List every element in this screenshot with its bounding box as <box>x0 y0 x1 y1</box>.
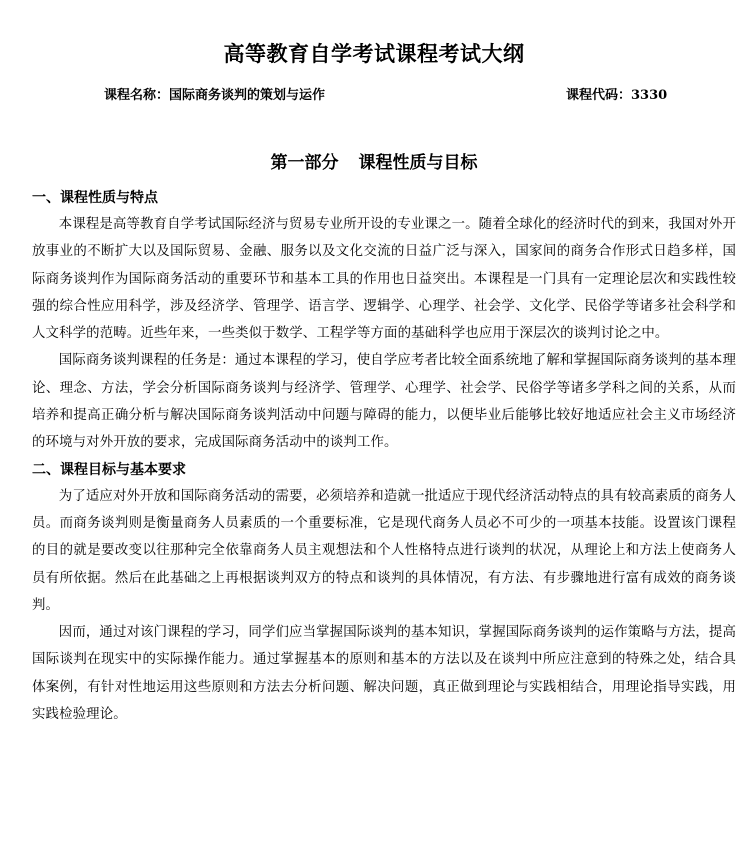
body-paragraph: 为了适应对外开放和国际商务活动的需要，必须培养和造就一批适应于现代经济活动特点的具有较高素质的商务人员。而商务谈判则是衡量商务人员素质的一个重要标准，它是现代商务人员必不可少的一项基本技能。设置该门课程的目的就是要改变以往那种完全依靠商务人员主观想法和个人性格特点进行谈判的状况，从理论上和方法上使商务人员有所依据。然后在此基础之上再根据谈判双方的特点和谈判的具体情况，有方法、有步骤地进行富有成效的商务谈判。 <box>32 488 736 613</box>
course-name-value: 国际商务谈判的策划与运作 <box>169 88 326 103</box>
course-name-label: 课程名称： <box>104 88 170 103</box>
course-code-field <box>566 84 667 103</box>
course-code-value: 3330 <box>631 88 668 103</box>
body-paragraph: 本课程是高等教育自学考试国际经济与贸易专业所开设的专业课之一。随着全球化的经济时代的到来，我国对外开放事业的不断扩大以及国际贸易、金融、服务以及文化交流的日益广泛与深入，国家间的商务合作形式日趋多样，国际商务谈判作为国际商务活动的重要环节和基本工具的作用也日益突出。本课程是一门具有一定理论层次和实践性较强的综合性应用科学，涉及经济学、管理学、语言学、逻辑学、心理学、社会学、文化学、民俗学等诸多社会科学和人文科学的范畴。近些年来，一些类似于数学、工程学等方面的基础科学也应用于深层次的谈判讨论之中。 <box>32 217 736 342</box>
document-body <box>32 185 736 728</box>
part-title <box>0 148 748 173</box>
course-code-label: 课程代码： <box>566 88 632 103</box>
body-paragraph: 国际商务谈判课程的任务是：通过本课程的学习，使自学应考者比较全面系统地了解和掌握国际商务谈判的基本理论、理念、方法，学会分析国际商务谈判与经济学、管理学、心理学、社会学、民俗学等诸多学科之间的关系，从而培养和提高正确分析与解决国际商务谈判活动中问题与障碍的能力，以便毕业后能够比较好地适应社会主义市场经济的环境与对外开放的要求，完成国际商务活动中的谈判工作。 <box>32 353 736 451</box>
course-info-row <box>0 84 748 104</box>
part-name: 课程性质与目标 <box>358 153 478 173</box>
body-paragraph: 因而，通过对该门课程的学习，同学们应当掌握国际谈判的基本知识，掌握国际商务谈判的运作策略与方法，提高国际谈判在现实中的实际操作能力。通过掌握基本的原则和基本的方法以及在谈判中所应注意到的特殊之处，结合具体案例，有针对性地运用这些原则和方法去分析问题、解决问题，真正做到理论与实践相结合，用理论指导实践，用实践检验理论。 <box>32 625 736 723</box>
part-number: 第一部分 <box>270 153 339 173</box>
course-name-field <box>104 84 325 103</box>
section-heading-nature: 一、课程性质与特点 <box>32 190 158 206</box>
section-heading-goals: 二、课程目标与基本要求 <box>32 461 186 478</box>
document-title: 高等教育自学考试课程考试大纲 <box>223 41 525 66</box>
